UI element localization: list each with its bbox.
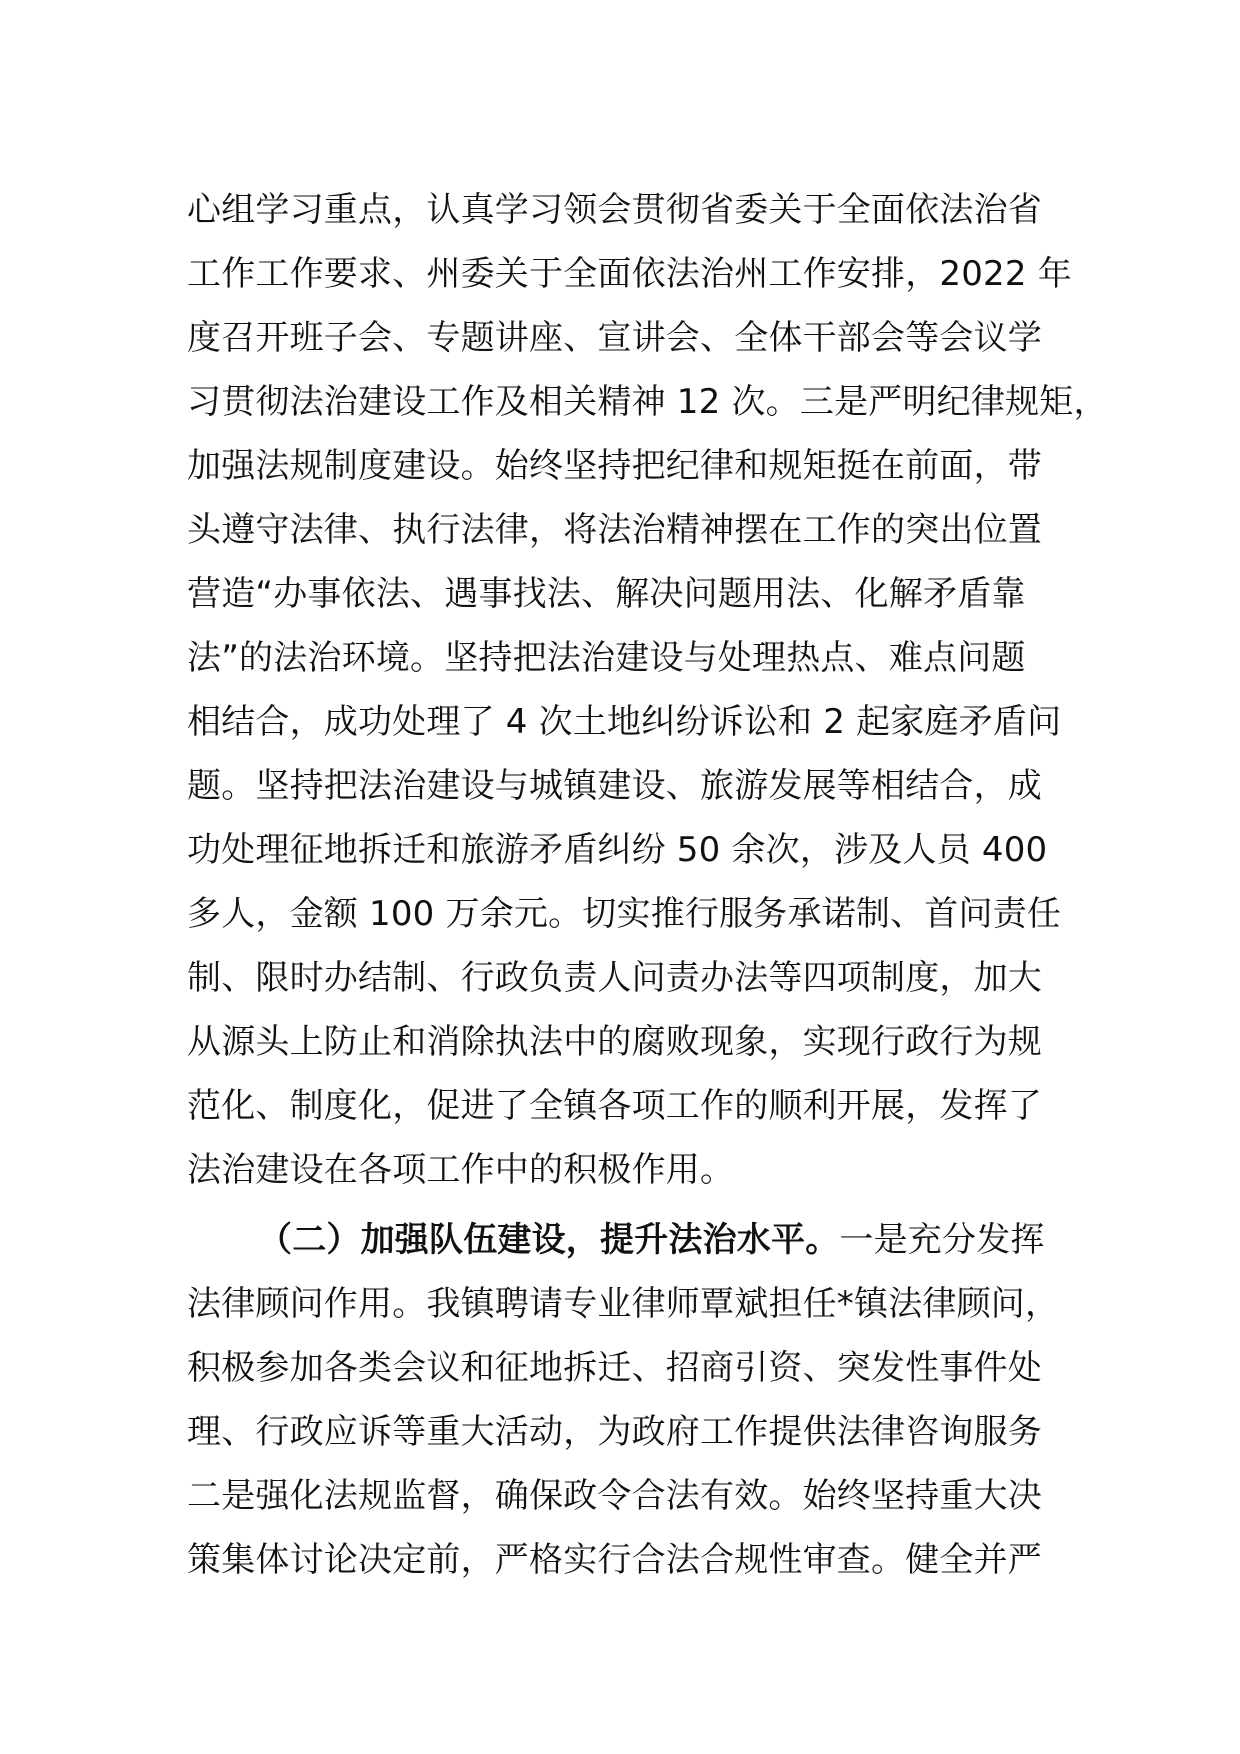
paragraph-line: 范化、制度化，促进了全镇各项工作的顺利开展，发挥了: [187, 1086, 1042, 1126]
paragraph-line: 法律顾问作用。我镇聘请专业律师覃斌担任*镇法律顾问，: [187, 1284, 1060, 1324]
paragraph-line: 营造“办事依法、遇事找法、解决问题用法、化解矛盾靠: [187, 574, 1026, 614]
paragraph-line: 法治建设在各项工作中的积极作用。: [187, 1150, 735, 1190]
paragraph-line: 策集体讨论决定前，严格实行合法合规性审查。健全并严: [187, 1540, 1042, 1580]
paragraph-line: 习贯彻法治建设工作及相关精神 12 次。三是严明纪律规矩，: [187, 382, 1108, 422]
paragraph-line: 工作工作要求、州委关于全面依法治州工作安排，2022 年: [187, 254, 1072, 294]
paragraph-line: 加强法规制度建设。始终坚持把纪律和规矩挺在前面，带: [187, 446, 1042, 486]
section-heading-continuation: 一是充分发挥: [839, 1220, 1045, 1260]
paragraph-line: 功处理征地拆迁和旅游矛盾纠纷 50 余次，涉及人员 400: [187, 830, 1048, 870]
paragraph-line: 头遵守法律、执行法律，将法治精神摆在工作的突出位置: [187, 510, 1042, 550]
paragraph-line: 题。坚持把法治建设与城镇建设、旅游发展等相结合，成: [187, 766, 1042, 806]
paragraph-line: 度召开班子会、专题讲座、宣讲会、全体干部会等会议学: [187, 318, 1042, 358]
paragraph-line: 二是强化法规监督，确保政令合法有效。始终坚持重大决: [187, 1476, 1042, 1516]
paragraph-line: 心组学习重点，认真学习领会贯彻省委关于全面依法治省: [187, 190, 1042, 230]
paragraph-line: 从源头上防止和消除执法中的腐败现象，实现行政行为规: [187, 1022, 1042, 1062]
paragraph-line: 制、限时办结制、行政负责人问责办法等四项制度，加大: [187, 958, 1042, 998]
paragraph-line: 多人，金额 100 万余元。切实推行服务承诺制、首问责任: [187, 894, 1062, 934]
paragraph-line: 理、行政应诉等重大活动，为政府工作提供法律咨询服务: [187, 1412, 1042, 1452]
section-heading: （二）加强队伍建设，提升法治水平。: [258, 1220, 840, 1260]
paragraph-line: 相结合，成功处理了 4 次土地纠纷诉讼和 2 起家庭矛盾问: [187, 702, 1062, 742]
paragraph-line: 法”的法治环境。坚持把法治建设与处理热点、难点问题: [187, 638, 1026, 678]
section-heading-line: [258, 1208, 1158, 1272]
paragraph-line: 积极参加各类会议和征地拆迁、招商引资、突发性事件处: [187, 1348, 1042, 1388]
